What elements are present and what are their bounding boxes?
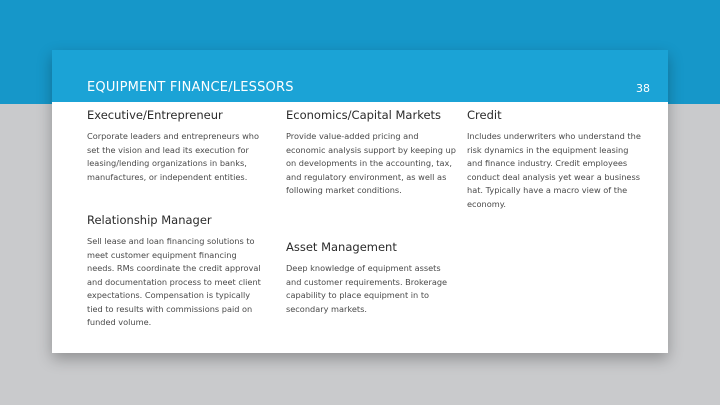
section-executive-entrepreneur xyxy=(87,108,267,184)
section-credit xyxy=(467,108,642,211)
section-body: Deep knowledge of equipment assets and customer requirements. Brokerage capability to place equipment in to secondary markets. xyxy=(286,263,448,314)
section-heading: Executive/Entrepreneur xyxy=(87,108,223,122)
section-heading: Asset Management xyxy=(286,240,397,254)
section-body: Includes underwriters who understand the risk dynamics in the equipment leasing and finance industry. Credit employees conduct deal analysis yet wear a business hat. Typically have a macro view of the economy. xyxy=(467,131,641,209)
section-body: Sell lease and loan financing solutions to meet customer equipment financing needs. RMs coordinate the credit approval and documentation process to meet client expectations. Compensation is typically tied to results with commissions paid on funded volume. xyxy=(87,236,261,327)
section-heading: Relationship Manager xyxy=(87,213,212,227)
section-body: Corporate leaders and entrepreneurs who set the vision and lead its execution for leasing/lending organizations in banks, manufactures, or independent entities. xyxy=(87,131,259,182)
section-heading: Credit xyxy=(467,108,502,122)
page-number: 38 xyxy=(636,82,650,95)
slide-card xyxy=(52,50,668,353)
slide-title: EQUIPMENT FINANCE/LESSORS xyxy=(87,80,294,95)
section-relationship-manager xyxy=(87,213,265,330)
section-economics-capital-markets xyxy=(286,108,456,198)
section-body: Provide value-added pricing and economic analysis support by keeping up on developments in the accounting, tax, and regulatory environment, as well as following market conditions. xyxy=(286,131,456,195)
section-asset-management xyxy=(286,240,458,316)
slide-header xyxy=(52,50,668,102)
section-heading: Economics/Capital Markets xyxy=(286,108,442,122)
